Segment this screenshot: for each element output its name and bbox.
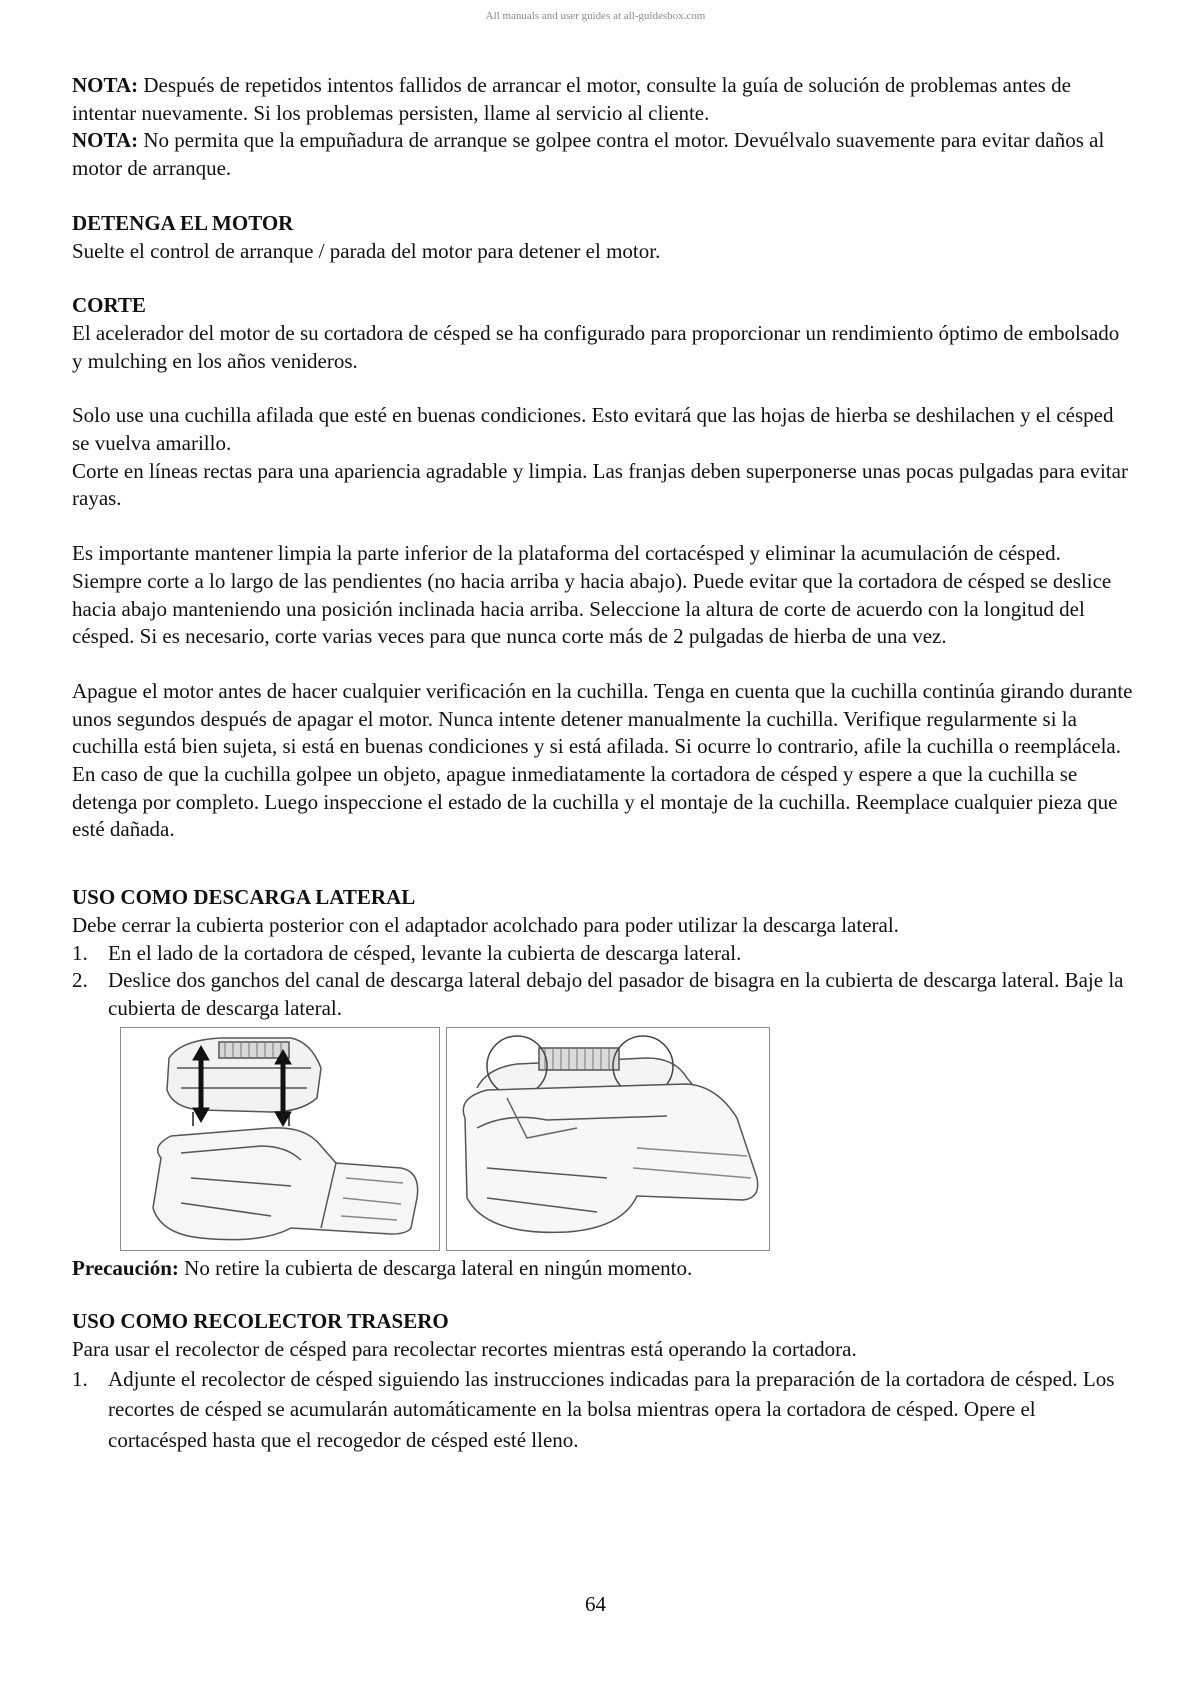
step-text: En el lado de la cortadora de césped, levante la cubierta de descarga lateral. xyxy=(108,940,742,965)
note-2 xyxy=(72,127,1134,182)
note-label: NOTA: xyxy=(72,73,139,97)
step-text: Adjunte el recolector de césped siguiendo las instrucciones indicadas para la preparación de la cortadora de césped. Los recortes de césped se acumularán automáticamente en la bolsa mientras opera la cortadora de césped. Opere el cortacésped hasta que el recogedor de césped esté lleno. xyxy=(108,1366,1115,1452)
watermark: All manuals and user guides at all-guidesbox.com xyxy=(485,10,706,22)
list-item xyxy=(72,1364,1134,1456)
step-number: 2. xyxy=(72,968,88,993)
caution-note xyxy=(72,1255,1134,1283)
figure-lower-cover xyxy=(446,1027,770,1251)
cutting-paragraph: Apague el motor antes de hacer cualquier verificación en la cuchilla. Tenga en cuenta que la cuchilla continúa girando durante unos segundos después de apagar el motor. Nunca intente detener manualmente la cuchilla. Verifique regularmente si la cuchilla está bien sujeta, si está en buenas condiciones y si está afilada. Si ocurre lo contrario, afile la cuchilla o reemplácela. En caso de que la cuchilla golpee un objeto, apague inmediatamente la cortadora de césped y espere a que la cuchilla se detenga por completo. Luego inspeccione el estado de la cuchilla y el montaje de la cuchilla. Reemplace cualquier pieza que esté dañada. xyxy=(72,678,1133,842)
side-discharge-steps xyxy=(72,940,1134,1023)
stop-engine-heading: DETENGA EL MOTOR xyxy=(72,210,294,235)
figures-row xyxy=(72,1023,1134,1255)
page-number: 64 xyxy=(585,1592,606,1616)
caution-text: No retire la cubierta de descarga lateral en ningún momento. xyxy=(178,1255,693,1280)
list-item xyxy=(72,967,1134,1022)
illustration-lift-cover xyxy=(121,1028,439,1250)
rear-collector-intro: Para usar el recolector de césped para recolectar recortes mientras está operando la cortadora. xyxy=(72,1337,857,1362)
cutting-paragraph: Siempre corte a lo largo de las pendientes (no hacia arriba y hacia abajo). Puede evitar que la cortadora de césped se deslice hacia abajo manteniendo una posición inclinada hacia arriba. Seleccione la altura de corte de acuerdo con la longitud del césped. Si es necesario, corte varias veces para que nunca corte más de 2 pulgadas de hierba de una vez. xyxy=(72,568,1112,649)
cutting-heading: CORTE xyxy=(72,293,146,318)
cutting-paragraph: El acelerador del motor de su cortadora de césped se ha configurado para proporcionar un rendimiento óptimo de embolsado y mulching en los años venideros. xyxy=(72,320,1120,373)
cutting-paragraph: Corte en líneas rectas para una apariencia agradable y limpia. Las franjas deben superponerse unas pocas pulgadas para evitar rayas. xyxy=(72,458,1128,511)
step-text: Deslice dos ganchos del canal de descarga lateral debajo del pasador de bisagra en la cubierta de descarga lateral. Baje la cubierta de descarga lateral. xyxy=(108,968,1124,1020)
rear-collector-heading: USO COMO RECOLECTOR TRASERO xyxy=(72,1309,449,1334)
cutting-paragraph: Solo use una cuchilla afilada que esté en buenas condiciones. Esto evitará que las hojas de hierba se deshilachen y el césped se vuelva amarillo. xyxy=(72,403,1114,456)
side-discharge-intro: Debe cerrar la cubierta posterior con el adaptador acolchado para poder utilizar la descarga lateral. xyxy=(72,912,899,937)
caution-label: Precaución: xyxy=(72,1255,179,1280)
step-number: 1. xyxy=(72,940,88,965)
note-label: NOTA: xyxy=(72,128,139,153)
note-1 xyxy=(72,72,1134,127)
cutting-paragraph: Es importante mantener limpia la parte inferior de la plataforma del cortacésped y eliminar la acumulación de césped. xyxy=(72,541,1061,566)
stop-engine-text: Suelte el control de arranque / parada del motor para detener el motor. xyxy=(72,238,661,263)
side-discharge-heading: USO COMO DESCARGA LATERAL xyxy=(72,885,416,910)
note-text: No permita que la empuñadura de arranque se golpee contra el motor. Devuélvalo suavemente para evitar daños al motor de arranque. xyxy=(72,128,1105,181)
figure-lift-cover xyxy=(120,1027,440,1251)
step-number: 1. xyxy=(72,1366,88,1391)
rear-collector-steps xyxy=(72,1364,1134,1456)
page-content xyxy=(72,72,1134,1455)
illustration-lower-cover xyxy=(447,1028,769,1250)
list-item xyxy=(72,940,1134,968)
note-text: Después de repetidos intentos fallidos de arrancar el motor, consulte la guía de solución de problemas antes de intentar nuevamente. Si los problemas persisten, llame al servicio al cliente. xyxy=(72,73,1071,125)
